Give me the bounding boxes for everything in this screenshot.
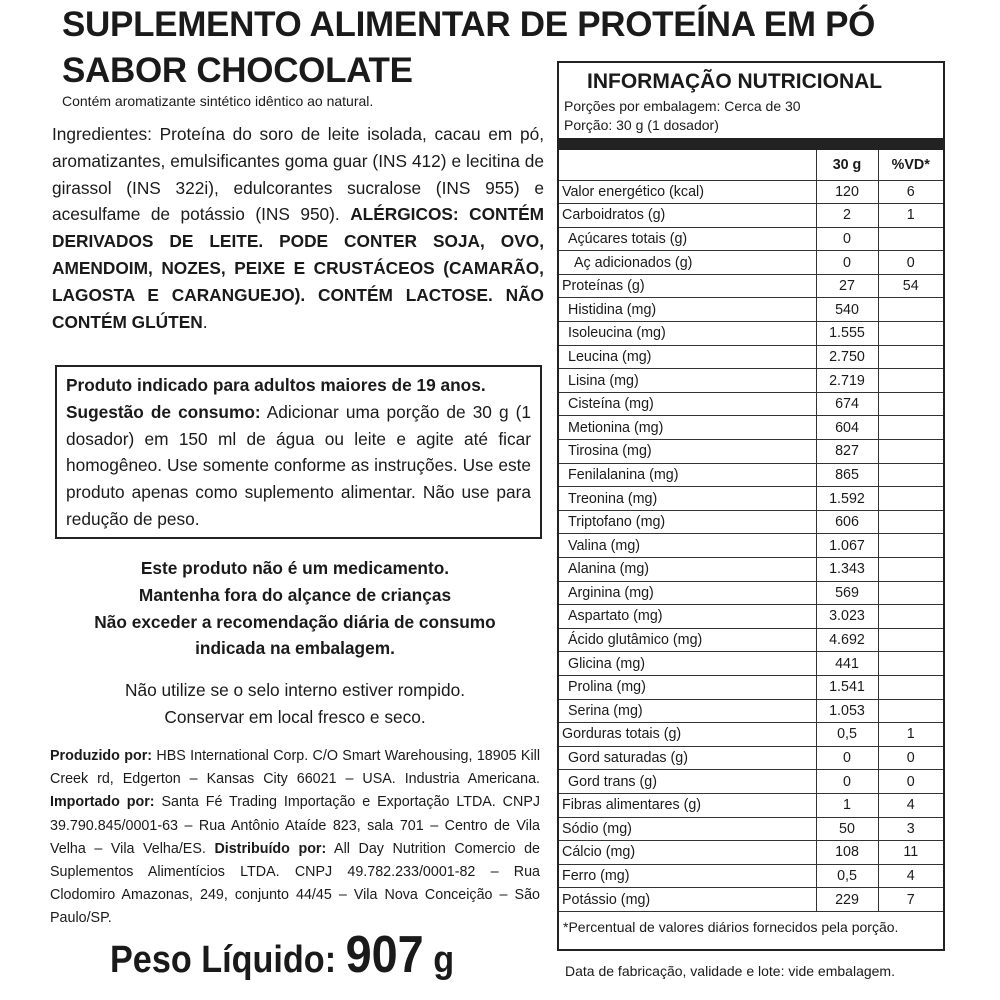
nutrient-name: Treonina (mg) xyxy=(559,487,816,511)
nutrient-name: Valina (mg) xyxy=(559,534,816,558)
nutrient-dv: 4 xyxy=(878,864,943,888)
nutrient-amount: 2.750 xyxy=(816,345,878,369)
nutrient-dv xyxy=(878,699,943,723)
nutrient-dv xyxy=(878,605,943,629)
nutrient-amount: 827 xyxy=(816,440,878,464)
nutrient-name: Isoleucina (mg) xyxy=(559,322,816,346)
nutrient-dv xyxy=(878,369,943,393)
nutrient-amount: 2.719 xyxy=(816,369,878,393)
nutrient-dv: 4 xyxy=(878,793,943,817)
nutrition-row xyxy=(559,345,943,369)
nutrient-amount: 1 xyxy=(816,793,878,817)
nutrient-amount: 1.555 xyxy=(816,322,878,346)
nutrition-row xyxy=(559,416,943,440)
nutrition-row xyxy=(559,699,943,723)
nutrition-row xyxy=(559,251,943,275)
nutrient-amount: 1.541 xyxy=(816,675,878,699)
nutrient-dv xyxy=(878,392,943,416)
nutrient-name: Carboidratos (g) xyxy=(559,204,816,228)
nutrient-name: Ferro (mg) xyxy=(559,864,816,888)
nutrition-row xyxy=(559,274,943,298)
nutrient-name: Metionina (mg) xyxy=(559,416,816,440)
nutrient-name: Histidina (mg) xyxy=(559,298,816,322)
nutrient-name: Aç adicionados (g) xyxy=(559,251,816,275)
nutrient-dv xyxy=(878,628,943,652)
nutrient-amount: 540 xyxy=(816,298,878,322)
nutrient-amount: 674 xyxy=(816,392,878,416)
nutrient-name: Cálcio (mg) xyxy=(559,841,816,865)
nutrition-row xyxy=(559,675,943,699)
dates-note: Data de fabricação, validade e lote: vide embalagem. xyxy=(565,963,895,979)
nutrient-name: Gord trans (g) xyxy=(559,770,816,794)
warning-line: indicada na embalagem. xyxy=(195,638,395,659)
distributed-label: Distribuído por: xyxy=(214,840,327,857)
net-weight-label: Peso Líquido: xyxy=(110,939,337,981)
nutrient-dv xyxy=(878,416,943,440)
nutrient-name: Serina (mg) xyxy=(559,699,816,723)
nutrition-row xyxy=(559,652,943,676)
distributed-text: All Day Nutrition Comercio de Suplementos Alimentícios LTDA. CNPJ 49.782.233/0001-82 – Rua Clodomiro Amazonas, 249, conjunto 44/45 – Vila Nova Conceição – São Paulo/SP. xyxy=(50,840,541,927)
nutrient-amount: 441 xyxy=(816,652,878,676)
nutrient-amount: 0,5 xyxy=(816,864,878,888)
ingredients-block xyxy=(52,121,544,335)
header-dv: %VD* xyxy=(878,150,943,180)
imported-text: Santa Fé Trading Importação e Exportação LTDA. CNPJ 39.790.845/0001-63 – Rua Antônio Ataíde 823, sala 701 – Centro de Vila Velha – Vila Velha/ES. xyxy=(50,794,541,857)
nutrient-dv xyxy=(878,581,943,605)
nutrition-row xyxy=(559,888,943,912)
produced-label: Produzido por: xyxy=(50,748,153,764)
nutrient-dv: 54 xyxy=(878,274,943,298)
nutrient-dv: 0 xyxy=(878,746,943,770)
nutrient-amount: 0 xyxy=(816,770,878,794)
nutrition-row xyxy=(559,746,943,770)
ingredients-text: Ingredientes: Proteína do soro de leite isolada, cacau em pó, aromatizantes, emulsificantes goma guar (INS 412) e lecitina de girassol (INS 322i), edulcorantes sucralose (INS 955) e acesulfame de potássio (INS 950). xyxy=(52,124,544,225)
nutrient-amount: 0 xyxy=(816,227,878,251)
nutrient-amount: 50 xyxy=(816,817,878,841)
nutrient-amount: 108 xyxy=(816,841,878,865)
nutrient-dv: 6 xyxy=(878,180,943,204)
usage-suggestion-text: Adicionar uma porção de 30 g (1 dosador) em 150 ml de água ou leite e agite até ficar homogêneo. Use somente conforme as instruções. Use este produto apenas como suplemento alimentar. Não use para redução de peso. xyxy=(66,401,532,529)
storage-block xyxy=(50,677,540,731)
nutrient-amount: 27 xyxy=(816,274,878,298)
nutrient-name: Gord saturadas (g) xyxy=(559,746,816,770)
nutrient-amount: 0,5 xyxy=(816,723,878,747)
nutrient-dv xyxy=(878,487,943,511)
nutrient-name: Fenilalanina (mg) xyxy=(559,463,816,487)
nutrient-name: Triptofano (mg) xyxy=(559,510,816,534)
nutrient-name: Glicina (mg) xyxy=(559,652,816,676)
nutrient-name: Prolina (mg) xyxy=(559,675,816,699)
flavor-note: Contém aromatizante sintético idêntico ao natural. xyxy=(62,93,374,109)
nutrient-dv: 1 xyxy=(878,204,943,228)
nutrition-row xyxy=(559,204,943,228)
warning-line: Mantenha fora do alçance de crianças xyxy=(138,584,452,605)
storage-line: Conservar em local fresco e seco. xyxy=(164,706,426,727)
nutrient-amount: 606 xyxy=(816,510,878,534)
nutrient-amount: 1.067 xyxy=(816,534,878,558)
nutrient-name: Potássio (mg) xyxy=(559,888,816,912)
nutrient-amount: 2 xyxy=(816,204,878,228)
nutrient-name: Sódio (mg) xyxy=(559,817,816,841)
nutrient-amount: 0 xyxy=(816,251,878,275)
nutrient-amount: 865 xyxy=(816,463,878,487)
nutrition-row xyxy=(559,534,943,558)
nutrition-row xyxy=(559,463,943,487)
product-title: SUPLEMENTO ALIMENTAR DE PROTEÍNA EM PÓ SABOR CHOCOLATE xyxy=(62,5,876,90)
nutrient-dv xyxy=(878,463,943,487)
nutrition-row xyxy=(559,369,943,393)
nutrition-divider xyxy=(559,138,943,150)
nutrient-dv: 1 xyxy=(878,723,943,747)
nutrition-header-row xyxy=(559,150,943,180)
nutrient-name: Gorduras totais (g) xyxy=(559,723,816,747)
nutrition-row xyxy=(559,770,943,794)
nutrient-name: Tirosina (mg) xyxy=(559,440,816,464)
nutrient-name: Cisteína (mg) xyxy=(559,392,816,416)
nutrient-amount: 1.343 xyxy=(816,558,878,582)
nutrient-dv: 7 xyxy=(878,888,943,912)
nutrient-name: Aspartato (mg) xyxy=(559,605,816,629)
net-weight xyxy=(110,925,454,990)
net-weight-value: 907 xyxy=(345,926,424,984)
nutrition-row xyxy=(559,793,943,817)
allergens-text: ALÉRGICOS: CONTÉM DERIVADOS DE LEITE. PODE CONTER SOJA, OVO, AMENDOIM, NOZES, PEIXE E CRUSTÁCEOS (CAMARÃO, LAGOSTA E CARANGUEJO). CONTÉM LACTOSE. NÃO CONTÉM GLÚTEN xyxy=(52,204,545,332)
nutrition-row xyxy=(559,817,943,841)
nutrient-amount: 569 xyxy=(816,581,878,605)
nutrition-row xyxy=(559,864,943,888)
nutrient-dv xyxy=(878,510,943,534)
nutrient-dv xyxy=(878,534,943,558)
warnings-block xyxy=(50,555,540,662)
nutrition-row xyxy=(559,392,943,416)
nutrition-row xyxy=(559,298,943,322)
nutrient-amount: 0 xyxy=(816,746,878,770)
nutrient-amount: 3.023 xyxy=(816,605,878,629)
nutrition-footnote: *Percentual de valores diários fornecidos pela porção. xyxy=(563,918,899,935)
nutrient-amount: 1.592 xyxy=(816,487,878,511)
nutrient-name: Proteínas (g) xyxy=(559,274,816,298)
nutrition-row xyxy=(559,440,943,464)
nutrition-row xyxy=(559,558,943,582)
nutrient-dv xyxy=(878,298,943,322)
nutrition-row xyxy=(559,723,943,747)
nutrient-name: Alanina (mg) xyxy=(559,558,816,582)
nutrient-dv xyxy=(878,558,943,582)
nutrient-name: Valor energético (kcal) xyxy=(559,180,816,204)
nutrient-dv xyxy=(878,227,943,251)
nutrient-name: Leucina (mg) xyxy=(559,345,816,369)
nutrition-servings: Porções por embalagem: Cerca de 30 xyxy=(564,98,801,114)
nutrient-name: Fibras alimentares (g) xyxy=(559,793,816,817)
nutrition-title: INFORMAÇÃO NUTRICIONAL xyxy=(587,70,883,93)
imported-label: Importado por: xyxy=(50,794,155,811)
usage-suggestion-label: Sugestão de consumo: xyxy=(66,401,261,422)
nutrient-dv: 11 xyxy=(878,841,943,865)
nutrition-facts-panel xyxy=(557,61,945,951)
nutrition-row xyxy=(559,628,943,652)
nutrition-row xyxy=(559,510,943,534)
nutrition-row xyxy=(559,180,943,204)
ingredients-end: . xyxy=(202,311,208,332)
nutrient-amount: 120 xyxy=(816,180,878,204)
nutrient-dv xyxy=(878,345,943,369)
producer-block xyxy=(50,745,540,931)
nutrition-row xyxy=(559,322,943,346)
nutrient-dv xyxy=(878,440,943,464)
net-weight-unit: g xyxy=(433,939,455,981)
nutrition-row xyxy=(559,841,943,865)
nutrient-dv: 0 xyxy=(878,770,943,794)
nutrient-dv: 0 xyxy=(878,251,943,275)
nutrition-row xyxy=(559,227,943,251)
warning-line: Este produto não é um medicamento. xyxy=(140,558,450,578)
nutrition-row xyxy=(559,487,943,511)
nutrient-amount: 1.053 xyxy=(816,699,878,723)
nutrition-portion: Porção: 30 g (1 dosador) xyxy=(564,117,719,133)
usage-indication: Produto indicado para adultos maiores de 19 anos. xyxy=(66,375,486,395)
nutrient-amount: 4.692 xyxy=(816,628,878,652)
nutrition-table xyxy=(559,150,943,912)
warning-line: Não exceder a recomendação diária de consumo xyxy=(94,611,496,632)
usage-box xyxy=(55,365,542,539)
nutrient-amount: 604 xyxy=(816,416,878,440)
header-empty-cell xyxy=(559,150,816,180)
nutrient-name: Ácido glutâmico (mg) xyxy=(559,628,816,652)
nutrient-dv xyxy=(878,675,943,699)
nutrient-name: Arginina (mg) xyxy=(559,581,816,605)
nutrition-row xyxy=(559,605,943,629)
nutrient-amount: 229 xyxy=(816,888,878,912)
nutrition-row xyxy=(559,581,943,605)
nutrient-dv xyxy=(878,652,943,676)
nutrient-dv: 3 xyxy=(878,817,943,841)
nutrient-name: Açúcares totais (g) xyxy=(559,227,816,251)
produced-text: HBS International Corp. C/O Smart Warehousing, 18905 Kill Creek rd, Edgerton – Kansas City 66021 – USA. Industria Americana. xyxy=(50,748,541,788)
storage-line: Não utilize se o selo interno estiver rompido. xyxy=(124,680,466,700)
nutrient-name: Lisina (mg) xyxy=(559,369,816,393)
nutrient-dv xyxy=(878,322,943,346)
header-amount: 30 g xyxy=(816,150,878,180)
